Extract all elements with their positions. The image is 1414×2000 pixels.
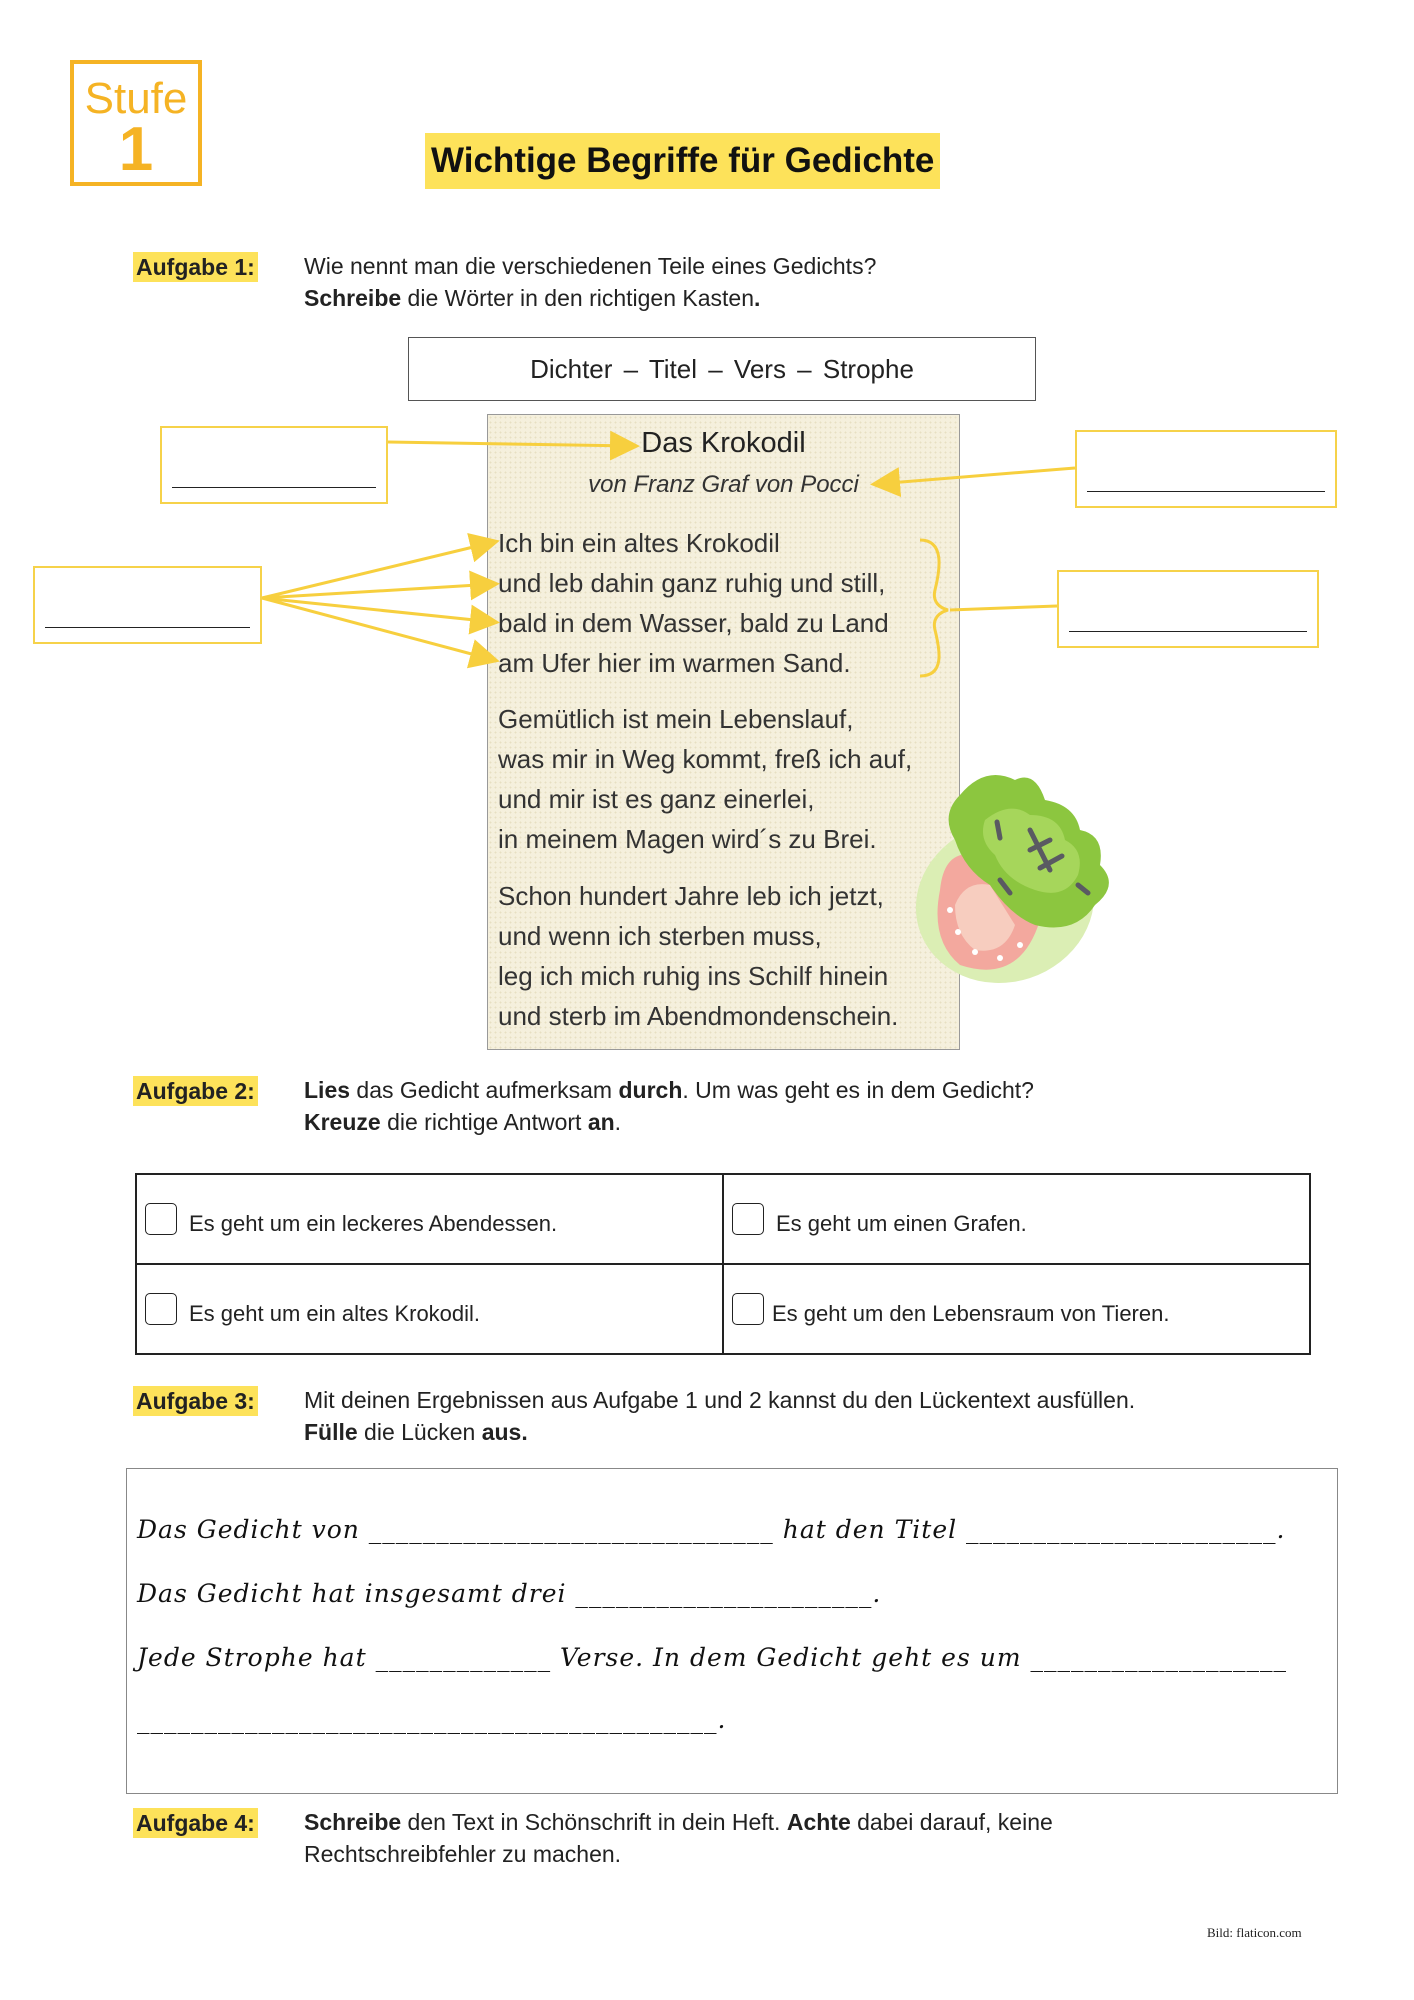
task3-label: Aufgabe 3: — [133, 1386, 258, 1416]
choice-label: Es geht um einen Grafen. — [776, 1211, 1027, 1236]
task2-verb: Kreuze — [304, 1109, 381, 1135]
task1-line1: Wie nennt man die verschiedenen Teile eines Gedichts? — [304, 253, 877, 279]
task3-instructions — [304, 1384, 1135, 1448]
task3-line2 — [304, 1416, 1135, 1448]
verse: und leb dahin ganz ruhig und still, — [498, 568, 886, 598]
poem-author: von Franz Graf von Pocci — [588, 471, 859, 498]
stanza-brace — [920, 540, 948, 676]
task2-verb: durch — [618, 1077, 683, 1103]
task2-line2 — [304, 1106, 1034, 1138]
choice-label: Es geht um ein altes Krokodil. — [189, 1301, 481, 1326]
page-title: Wichtige Begriffe für Gedichte — [425, 133, 940, 189]
brace-connector — [950, 606, 1057, 610]
task1-verb: Schreibe — [304, 285, 402, 311]
crocodile-icon — [895, 775, 1116, 1006]
checkbox[interactable] — [732, 1293, 764, 1325]
task2-text: . — [614, 1109, 622, 1135]
task2-label: Aufgabe 2: — [133, 1076, 258, 1106]
task4-text: dabei darauf, keine — [850, 1809, 1053, 1835]
verse: und wenn ich sterben muss, — [498, 921, 822, 951]
task2-verb: Lies — [304, 1077, 351, 1103]
choice-option[interactable] — [723, 1264, 1310, 1354]
verse: bald in dem Wasser, bald zu Land — [498, 608, 889, 638]
task1-label: Aufgabe 1: — [133, 252, 258, 282]
level-badge-number: 1 — [118, 115, 154, 184]
verse: Ich bin ein altes Krokodil — [498, 528, 780, 558]
cloze-line[interactable]: Das Gedicht von ______________________________ hat den Titel _______________________. — [137, 1515, 1286, 1544]
task2-text: . Um was geht es in dem Gedicht? — [682, 1077, 1034, 1103]
cloze-line[interactable]: Das Gedicht hat insgesamt drei ______________________. — [137, 1579, 882, 1608]
checkbox[interactable] — [145, 1203, 177, 1235]
verse: und mir ist es ganz einerlei, — [498, 784, 815, 814]
choice-option[interactable] — [136, 1264, 723, 1354]
arrow-to-verse-3 — [262, 598, 494, 622]
task2-line1 — [304, 1074, 1034, 1106]
choice-table — [135, 1173, 1311, 1355]
task1-text: die Wörter in den richtigen Kasten — [401, 285, 755, 311]
task2-verb: an — [587, 1109, 615, 1135]
arrow-to-author — [876, 468, 1075, 484]
task4-verb: Schreibe — [304, 1809, 402, 1835]
choice-label: Es geht um den Lebensraum von Tieren. — [772, 1301, 1170, 1326]
verse: in meinem Magen wird´s zu Brei. — [498, 824, 877, 854]
choice-option[interactable] — [723, 1174, 1310, 1264]
task1-period: . — [754, 285, 761, 311]
task4-line2: Rechtschreibfehler zu machen. — [304, 1841, 622, 1867]
verse: was mir in Weg kommt, freß ich auf, — [498, 744, 913, 774]
task4-line1 — [304, 1806, 1053, 1838]
cloze-text-box — [126, 1468, 1338, 1794]
cloze-line[interactable]: ___________________________________________. — [137, 1705, 727, 1734]
task3-text: die Lücken — [357, 1419, 482, 1445]
task4-verb: Achte — [786, 1809, 851, 1835]
word-bank: Dichter – Titel – Vers – Strophe — [408, 337, 1036, 401]
task4-instructions — [304, 1806, 1053, 1870]
task2-text: die richtige Antwort — [380, 1109, 588, 1135]
arrow-to-title — [388, 442, 634, 446]
checkbox[interactable] — [732, 1203, 764, 1235]
verse: am Ufer hier im warmen Sand. — [498, 648, 851, 678]
choice-option[interactable] — [136, 1174, 723, 1264]
task2-instructions — [304, 1074, 1034, 1138]
choice-label: Es geht um ein leckeres Abendessen. — [189, 1211, 558, 1236]
task3-line1: Mit deinen Ergebnissen aus Aufgabe 1 und 2 kannst du den Lückentext ausfüllen. — [304, 1387, 1136, 1413]
task2-text: das Gedicht aufmerksam — [350, 1077, 619, 1103]
verse: Schon hundert Jahre leb ich jetzt, — [498, 881, 884, 911]
checkbox[interactable] — [145, 1293, 177, 1325]
image-credit: Bild: flaticon.com — [1207, 1925, 1302, 1940]
task3-verb: Fülle — [304, 1419, 358, 1445]
task3-verb: aus. — [481, 1419, 528, 1445]
verse: und sterb im Abendmondenschein. — [498, 1001, 899, 1031]
verse: leg ich mich ruhig ins Schilf hinein — [498, 961, 889, 991]
cloze-line[interactable]: Jede Strophe hat _____________ Verse. In dem Gedicht geht es um ___________________ — [137, 1643, 1288, 1672]
task4-label: Aufgabe 4: — [133, 1808, 258, 1838]
arrow-to-verse-4 — [262, 598, 494, 660]
level-badge-word: Stufe — [84, 74, 188, 123]
verse: Gemütlich ist mein Lebenslauf, — [498, 704, 854, 734]
task4-text: den Text in Schönschrift in dein Heft. — [401, 1809, 787, 1835]
poem-title: Das Krokodil — [641, 427, 806, 459]
